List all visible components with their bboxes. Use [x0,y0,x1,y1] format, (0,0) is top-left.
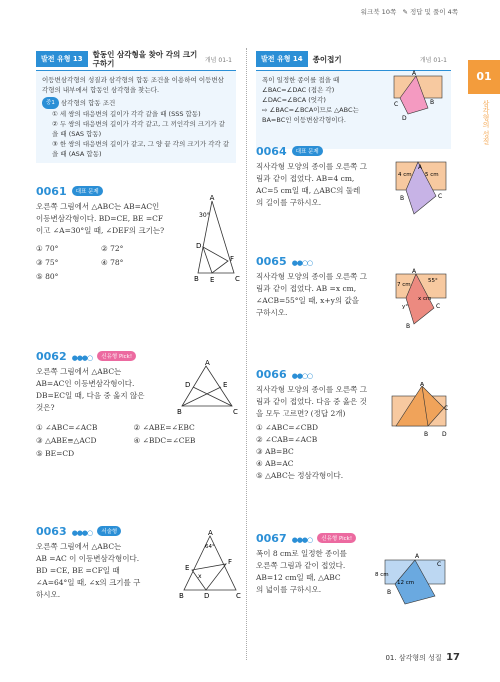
label-B: B [406,323,411,328]
concept-ref: 개념 01-1 [419,56,447,64]
type-box-13 [36,48,236,163]
sub-heading [42,97,230,109]
label-C: C [444,405,449,412]
label-C: C [437,561,442,568]
page-number: 17 [446,652,460,663]
figure-0063 [178,530,243,600]
figure-0066 [388,382,450,442]
label-angle: 30° [199,212,210,219]
label-y: y° [402,304,409,310]
choice-2[interactable]: ② ∠ABE=∠EBC [133,423,195,432]
label-D: D [442,431,447,438]
question-text [256,384,391,420]
question-line: AB=12 cm일 때, △ABC [256,573,341,582]
choice-list [36,422,231,460]
question-line: DB=EC일 때, 다음 중 옳지 않은 [36,391,145,400]
label-B: B [177,408,182,415]
choice-4[interactable]: ④ 78° [101,258,124,267]
label-E: E [210,276,215,284]
label-A: A [415,553,420,560]
box-line: BA=BC인 이등변삼각형이다. [262,116,346,124]
box-line: ⇨ ∠BAC=∠BCA이므로 △ABC는 [262,106,359,114]
question-line: 폭이 8 cm로 일정한 종이를 [256,549,347,558]
condition-item: ② 두 쌍의 대응변의 길이가 각각 같고, 그 끼인각의 크기가 같을 때 (SAS 합동) [52,120,225,138]
question-number: 0063 [36,525,67,538]
question-line: 직사각형 모양의 종이를 오른쪽 그 [256,385,367,394]
question-line: 오른쪽 그림에서 △ABC는 [36,367,122,376]
choice-1[interactable]: ① ∠ABC=∠CBD [256,423,319,432]
label-E: E [223,381,228,389]
representative-badge: 대표 문제 [292,146,323,156]
label-D: D [402,115,407,120]
new-type-badge: 신유형 Pick! [97,351,136,361]
question-number: 0061 [36,185,67,198]
question-line: 을 모두 고르면? (정답 2개) [256,409,346,418]
figure-0067 [375,548,450,608]
question-line: BD =CE, BE =CF일 때 [36,566,120,575]
question-line: 오른쪽 그림과 같이 접었다. [256,561,346,570]
grade-badge: 중1 [42,97,59,109]
label-F: F [228,558,233,566]
type-intro: 이등변삼각형의 성질과 삼각형의 합동 조건을 이용하여 이등변삼각형의 내부에서 합동인 삼각형을 찾는다. [42,76,224,94]
label-x: x cm [418,296,432,302]
question-line: 직사각형 모양의 종이를 오른쪽 그 [256,162,367,171]
label-C: C [236,592,241,600]
question-text [256,271,391,319]
question-number: 0067 [256,532,287,545]
choice-5[interactable]: ⑤ 80° [36,272,59,281]
question-line: AC=5 cm일 때, △ABC의 둘레 [256,186,361,195]
box-line: ∠DAC=∠BCA (엇각) [262,96,326,104]
box-line: ∠BAC=∠DAC (접은 각) [262,86,335,94]
question-line: 오른쪽 그림에서 △ABC는 [36,542,122,551]
label-C: C [436,303,441,310]
question-line: 림과 같이 접었다. AB =x cm, [256,284,357,293]
choice-3[interactable]: ③ △ABE≡△ACD [36,436,97,445]
question-text [36,366,176,414]
label-B: B [424,431,429,438]
question-line: 림과 같이 접었다. 다음 중 옳은 것 [256,397,367,406]
choice-3[interactable]: ③ AB=BC [256,447,294,456]
label-C: C [394,101,399,108]
condition-item: ① 세 쌍의 대응변의 길이가 각각 같을 때 (SSS 합동) [52,110,201,118]
question-line: 이고 ∠A=30°일 때, ∠DEF의 크기는? [36,226,165,235]
label-D: D [196,242,202,250]
question-text [256,161,391,209]
type-tag: 발전 유형 13 [36,51,88,67]
question-line: 직사각형 모양의 종이를 오른쪽 그 [256,272,367,281]
choice-1[interactable]: ① 70° [36,244,59,253]
label-A: A [420,382,425,388]
difficulty-dots: ●●●○ [291,536,313,544]
figure-box14 [390,70,448,120]
label-A: A [412,70,417,77]
figure-0061 [190,195,245,285]
essay-badge: 서술형 [97,526,121,536]
label-A: A [418,164,423,171]
type-box-13-header [36,48,236,70]
label-width: 8 cm [375,572,389,578]
question-line: 하시오. [36,590,61,599]
question-number: 0066 [256,368,287,381]
footer-chapter: 01. 삼각형의 성질 [385,654,442,662]
difficulty-dots: ●●○○ [291,259,313,267]
choice-5[interactable]: ⑤ △ABC는 정삼각형이다. [256,471,344,480]
question-number: 0062 [36,350,67,363]
condition-list [42,109,230,159]
label-len: 7 cm [397,282,411,288]
label-F: F [230,255,235,263]
label-angle: 64° [205,544,215,550]
label-length: 12 cm [397,580,415,586]
choice-list [36,243,166,283]
representative-badge: 대표 문제 [72,186,103,196]
label-A: A [205,360,210,367]
label-A: A [208,530,213,537]
figure-0065 [392,268,450,328]
label-A: A [209,195,215,202]
difficulty-dots: ●●○○ [291,372,313,380]
concept-ref: 개념 01-1 [204,56,232,64]
question-line: 림과 같이 접었다. AB=4 cm, [256,174,355,183]
question-line: ∠A=64°일 때, ∠x의 크기를 구 [36,578,141,587]
question-text [256,548,376,596]
question-line: 것은? [36,403,55,412]
type-tag: 발전 유형 14 [256,51,308,67]
label-B: B [179,592,184,600]
choice-1[interactable]: ① ∠ABC=∠ACB [36,423,98,432]
workbook-ref: 워크북 10쪽 [360,8,397,16]
type-title-line1: 합동인 삼각형을 찾아 각의 크기 [92,50,198,59]
pencil-icon: ✎ [402,8,408,16]
figure-0062 [176,360,241,415]
label-angle: 55° [428,278,438,284]
condition-item: ③ 한 쌍의 대응변의 길이가 같고, 그 양 끝 각의 크기가 각각 같을 때 (ASA 합동) [52,140,230,158]
choice-2[interactable]: ② 72° [101,244,124,253]
chapter-side-title: 삼각형의 성질 [482,100,490,145]
label-len1: 4 cm [398,172,412,178]
new-type-badge: 신유형 Pick! [317,533,356,543]
label-D: D [185,381,191,389]
question-number: 0064 [256,145,287,158]
question-line: AB =AC 이 이등변삼각형이다. [36,554,140,563]
page-header-refs [361,7,458,16]
choice-2[interactable]: ② ∠CAB=∠ACB [256,435,318,444]
label-B: B [400,195,405,202]
label-C: C [235,275,240,283]
question-line: ∠ACB=55°일 때, x+y의 값을 [256,296,360,305]
type-title-line2: 구하기 [92,59,115,68]
label-B: B [194,275,199,283]
question-text [36,201,191,237]
difficulty-dots: ●●●○ [71,529,93,537]
question-line: 구하시오. [256,308,288,317]
label-C: C [233,408,238,415]
label-x: x [198,573,202,580]
column-divider [246,48,247,660]
question-number: 0065 [256,255,287,268]
choice-4[interactable]: ④ ∠BDC=∠CEB [133,436,196,445]
type-title: 종이접기 [312,54,342,64]
label-C: C [438,193,443,200]
question-line: 의 길이를 구하시오. [256,198,322,207]
sub-title: 삼각형의 합동 조건 [60,99,116,107]
type-box-14-header [256,48,451,70]
question-line: AB=AC인 이등변삼각형이다. [36,379,135,388]
label-B: B [387,589,392,596]
label-len2: 5 cm [425,172,439,178]
label-B: B [430,99,435,106]
page-footer [385,652,460,663]
answer-ref: 정답 및 풀이 4쪽 [409,8,458,16]
choice-3[interactable]: ③ 75° [36,258,59,267]
choice-5[interactable]: ⑤ BE=CD [36,449,75,458]
chapter-tab: 01 [468,60,500,94]
type-title [88,50,198,68]
figure-0064 [392,158,450,218]
label-E: E [185,564,190,572]
question-line: 오른쪽 그림에서 △ABC는 AB=AC인 [36,202,160,211]
question-line: 의 넓이를 구하시오. [256,585,322,594]
type-box-13-body [36,70,236,163]
label-A: A [412,268,417,275]
question-line: 이등변삼각형이다. BD=CE, BE =CF [36,214,164,223]
question-text [36,541,176,601]
label-D: D [204,592,210,600]
difficulty-dots: ●●●○ [71,354,93,362]
choice-4[interactable]: ④ AB=AC [256,459,294,468]
box-line: 폭이 일정한 종이를 접을 때 [262,76,340,84]
